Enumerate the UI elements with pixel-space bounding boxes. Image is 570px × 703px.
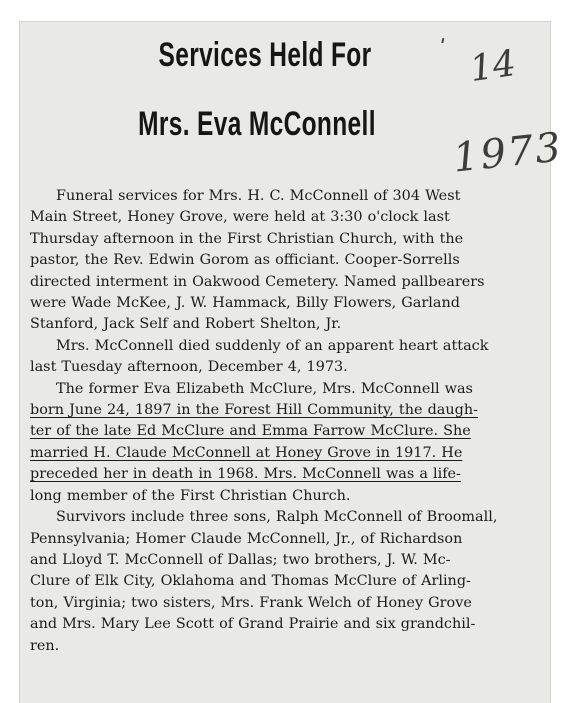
- article-line-underlined: ter of the late Ed McClure and Emma Farrow McClure. She: [30, 423, 471, 440]
- headline-line-2: Mrs. Eva McConnell: [138, 105, 376, 143]
- article-line: Funeral services for Mrs. H. C. McConnell of 304 West: [56, 188, 461, 204]
- article-line: Stanford, Jack Self and Robert Shelton, Jr.: [30, 316, 342, 333]
- handwritten-note: 14: [467, 43, 519, 90]
- handwritten-year: 1973: [450, 124, 565, 182]
- handwritten-tick-mark: ˈ: [440, 34, 446, 58]
- article-line: long member of the First Christian Church.: [30, 487, 351, 504]
- article-line: Mrs. McConnell died suddenly of an apparent heart attack: [56, 337, 489, 354]
- article-line: were Wade McKee, J. W. Hammack, Billy Flowers, Garland: [30, 295, 460, 312]
- article-line: ren.: [30, 637, 60, 654]
- article-line-underlined: preceded her in death in 1968. Mrs. McConnell was a life-: [30, 466, 461, 483]
- article-line: directed interment in Oakwood Cemetery. Named pallbearers: [30, 273, 485, 290]
- article-line: ton, Virginia; two sisters, Mrs. Frank Welch of Honey Grove: [30, 594, 472, 611]
- article-line: The former Eva Elizabeth McClure, Mrs. McConnell was: [56, 380, 473, 397]
- article-line: Thursday afternoon in the First Christian Church, with the: [30, 230, 464, 247]
- article-line: Pennsylvania; Homer Claude McConnell, Jr., of Richardson: [30, 530, 463, 547]
- article-line-underlined: born June 24, 1897 in the Forest Hill Community, the daugh-: [30, 402, 478, 419]
- article-line: Clure of Elk City, Oklahoma and Thomas McClure of Arling-: [30, 573, 471, 590]
- article-line: pastor, the Rev. Edwin Gorom as officiant. Cooper-Sorrells: [30, 252, 460, 269]
- headline-line-1: Services Held For: [158, 36, 372, 74]
- article-body: [20, 186, 550, 657]
- newspaper-clipping: [20, 22, 565, 703]
- article-line-underlined: married H. Claude McConnell at Honey Grove in 1917. He: [30, 444, 463, 461]
- article-line: and Lloyd T. McConnell of Dallas; two brothers, J. W. Mc-: [30, 551, 451, 568]
- article-line: and Mrs. Mary Lee Scott of Grand Prairie and six grandchil-: [30, 616, 476, 633]
- article-line: Main Street, Honey Grove, were held at 3:30 o'clock last: [30, 209, 450, 226]
- article-line: last Tuesday afternoon, December 4, 1973.: [30, 359, 348, 376]
- article-line: Survivors include three sons, Ralph McConnell of Broomall,: [56, 509, 498, 526]
